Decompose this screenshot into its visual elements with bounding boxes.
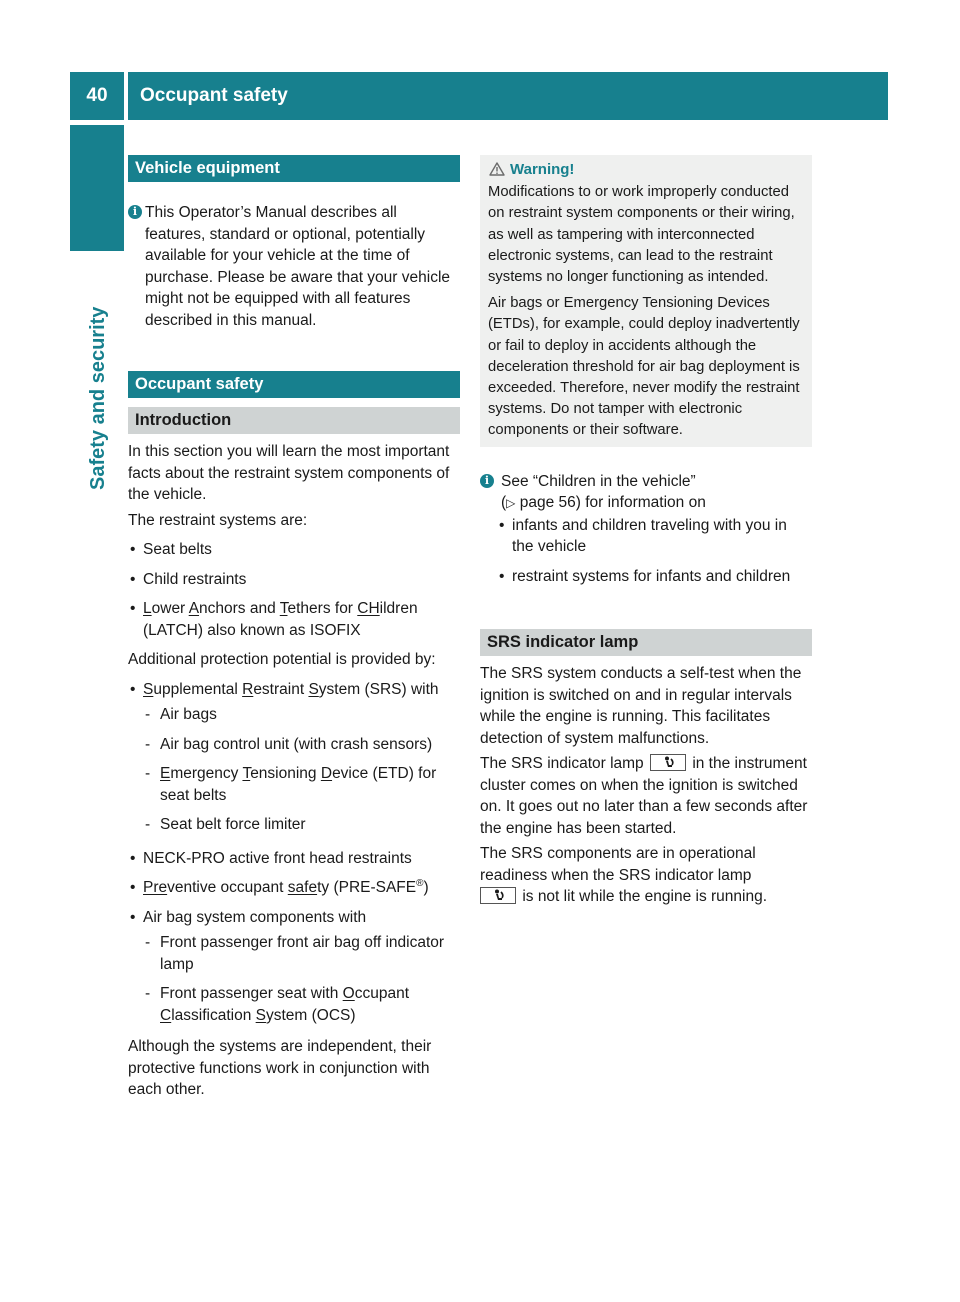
srs-paragraph: The SRS system conducts a self-test when the ignition is switched on and in regular intervals while the engine is running. This facilitates detection of system malfunctions. — [480, 665, 802, 747]
warning-title — [488, 159, 804, 180]
list-item: • restraint systems for infants and children — [497, 566, 812, 588]
children-note — [480, 471, 812, 588]
warning-paragraph: Air bags or Emergency Tensioning Devices (ETDs), for example, could deploy inadvertently or fail to deploy in accidents although the deceleration threshold for air bag deployment is exceeded. Therefore, never modify the restraint systems. Do not tamper with electronic components or their software. — [488, 295, 800, 439]
page-reference-link[interactable]: page 56) for information on — [515, 494, 706, 512]
acronym-letter: T — [279, 600, 288, 617]
text: ower — [151, 600, 189, 617]
text: in the instrument cluster comes on when the ignition is switched on. It goes out no later than a few seconds after the engine has been started. — [480, 755, 808, 837]
side-section-label-text: Safety and security — [87, 306, 109, 490]
vehicle-equipment-note — [128, 202, 460, 331]
acronym-letter: C — [160, 1006, 172, 1024]
text: ensioning — [250, 765, 321, 782]
acronym-letter: Pre — [143, 879, 168, 896]
acronym-letter: E — [160, 765, 171, 782]
list-item-srs — [128, 679, 460, 701]
text: estraint — [253, 680, 309, 698]
text: (LATCH) also known as ISOFIX — [143, 621, 361, 639]
left-column — [128, 155, 460, 1105]
text: evice (ETD) for — [332, 765, 437, 782]
srs-indicator-heading: SRS indicator lamp — [480, 629, 812, 656]
additional-protection-lead: Additional protection potential is provided by: — [128, 651, 436, 668]
acronym-letter: S — [255, 1006, 266, 1024]
right-column — [480, 155, 812, 912]
closing-paragraph: Although the systems are independent, their protective functions work in conjunction with each other. — [128, 1038, 432, 1098]
info-icon: i — [128, 205, 142, 219]
text: upplemental — [153, 680, 243, 698]
note-text: This Operator’s Manual describes all features, standard or optional, potentially available for your vehicle at the time of purchase. Please be aware that your vehicle might not be equipped with all features described in this manual. — [145, 204, 451, 329]
acronym-letter: S — [308, 680, 319, 698]
page-ref-arrow-icon: ▷ — [506, 496, 516, 511]
introduction-heading: Introduction — [128, 407, 460, 434]
text: ethers for — [287, 600, 358, 617]
restraint-systems-lead: The restraint systems are: — [128, 511, 308, 529]
registered-mark: ® — [416, 877, 424, 889]
warning-box — [480, 155, 812, 447]
text: mergency — [170, 765, 243, 782]
text: ildren — [379, 600, 418, 617]
sub-list-item: - Air bag control unit (with crash sensors) — [128, 734, 460, 756]
text: lassification — [171, 1006, 256, 1024]
sub-list-item: - Air bags — [128, 704, 460, 726]
text: ventive occupant — [167, 879, 288, 896]
text: ) — [423, 879, 429, 896]
occupant-safety-heading: Occupant safety — [128, 371, 460, 398]
srs-indicator-lamp-icon — [650, 754, 686, 771]
text: ystem (SRS) with — [318, 680, 439, 698]
acronym-letter: A — [188, 600, 200, 617]
text: nchors and — [199, 600, 280, 617]
acronym-letter: D — [320, 765, 333, 782]
acronym-letter: O — [342, 985, 355, 1002]
text: ccupant — [354, 985, 410, 1002]
warning-paragraph: Modifications to or work improperly conducted on restraint system components or their wiring, as well as tampering with interconnected electronic systems, can lead to the restraint systems no longer functioning as intended. — [488, 184, 795, 286]
side-section-label — [86, 306, 116, 510]
text: The SRS components are in operational readiness when the SRS indicator lamp — [480, 845, 756, 884]
header-separator — [124, 72, 128, 120]
note-text: See “Children in the vehicle” — [501, 472, 696, 490]
text: ty (PRE-SAFE — [317, 879, 417, 896]
page-number: 40 — [86, 85, 108, 106]
srs-indicator-lamp-icon — [480, 887, 516, 904]
list-item: • Child restraints — [128, 569, 460, 591]
acronym-letter: CH — [357, 600, 380, 617]
srs-paragraph — [480, 843, 812, 908]
text: seat belts — [160, 786, 227, 804]
sub-list-item-etd — [128, 763, 460, 806]
sub-list-item-ocs — [128, 983, 460, 1026]
side-tab-block — [70, 125, 124, 251]
info-icon: i — [480, 474, 494, 488]
list-item: • infants and children traveling with you in the vehicle — [497, 515, 812, 558]
sub-list-item: - Front passenger front air bag off indicator lamp — [128, 932, 460, 975]
srs-paragraph — [480, 753, 812, 839]
warning-triangle-icon — [489, 162, 505, 176]
list-item-latch — [128, 598, 460, 641]
vehicle-equipment-heading: Vehicle equipment — [128, 155, 460, 182]
page-title: Occupant safety — [140, 85, 288, 106]
text: Front passenger seat with — [160, 985, 343, 1002]
acronym-letter: R — [242, 680, 254, 698]
acronym-letter: safe — [287, 879, 318, 896]
text: is not lit while the engine is running. — [522, 888, 768, 906]
acronym-letter: L — [143, 600, 152, 617]
text: The SRS indicator lamp — [480, 755, 644, 773]
list-item: • Air bag system components with — [128, 907, 460, 929]
list-item: • Seat belts — [128, 539, 460, 561]
sub-list-item: - Seat belt force limiter — [128, 814, 460, 836]
text: ( — [501, 494, 507, 512]
acronym-letter: S — [143, 680, 154, 698]
warning-title-text: Warning! — [510, 161, 575, 178]
list-item: • NECK-PRO active front head restraints — [128, 848, 460, 870]
list-item-presafe — [128, 877, 460, 899]
text: ystem (OCS) — [265, 1006, 356, 1024]
acronym-letter: T — [242, 765, 251, 782]
intro-paragraph: In this section you will learn the most important facts about the restraint system components of the vehicle. — [128, 443, 450, 503]
